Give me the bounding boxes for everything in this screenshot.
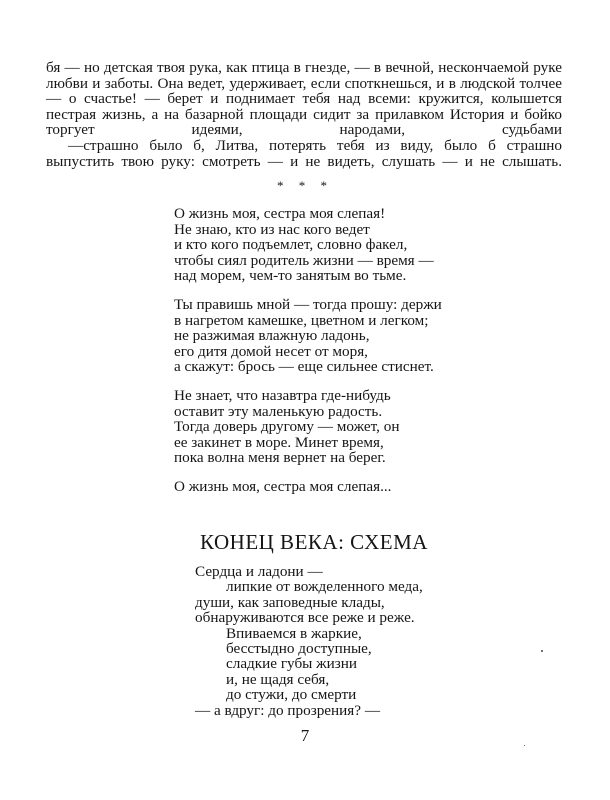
stanza [174, 388, 442, 466]
poem-2 [195, 564, 423, 718]
stanza [174, 297, 442, 375]
poem-line: О жизнь моя, сестра моя слепая... [174, 477, 392, 495]
poem-line: липкие от вожделенного меда, [226, 578, 423, 596]
poem-line: до стужи, до смерти [226, 686, 357, 704]
poem-line: души, как заповедные клады, [195, 593, 385, 611]
poem-1 [174, 206, 442, 508]
poem-line: и, не щадя себя, [226, 670, 330, 688]
poem-title: КОНЕЦ ВЕКА: СХЕМА [200, 530, 428, 554]
prose-paragraph: —страшно было б, Литва, потерять тебя из виду, было б страшно выпустить твою руку: смотреть — и не видеть, слушать — и не слышать. [46, 136, 562, 170]
poem-line: Не знаю, кто из нас кого ведет [174, 220, 370, 238]
poem-line: бесстыдно доступные, [226, 640, 372, 658]
poem-line: — а вдруг: до прозрения? — [195, 701, 381, 719]
stanza [174, 479, 442, 495]
poem-line: Ты правишь мной — тогда прошу: держи [174, 295, 442, 313]
poem-line: чтобы сиял родитель жизни — время — [174, 251, 434, 269]
poem-line: Тогда доверь другому — может, он [174, 418, 400, 436]
poem-line: О жизнь моя, сестра моя слепая! [174, 205, 386, 222]
prose-text [46, 60, 562, 169]
poem-line: Впиваемся в жаркие, [226, 624, 362, 642]
poem-line: в нагретом камешке, цветном и легком; [174, 311, 429, 329]
poem-line: ее закинет в море. Минет время, [174, 433, 384, 451]
scan-speck [541, 650, 543, 652]
page-number: 7 [300, 726, 310, 745]
prose-paragraph: бя — но детская твоя рука, как птица в гнезде, — в вечной, нескончаемой руке любви и заботы. Она ведет, удерживает, если споткнешься, и в людской толчее — о счастье! — берет и поднимает тебя над всеми: кружится, колышется пестрая жизнь, а на базарной площади сидит за прилавком История и бойко торгует идеями, народами, судьбами [46, 59, 562, 139]
poem-line: пока волна меня вернет на берег. [174, 449, 386, 467]
poem-line: над морем, чем-то занятым во тьме. [174, 267, 407, 285]
poem-line: Сердца и ладони — [195, 563, 323, 580]
poem-line: и кто кого подъемлет, словно факел, [174, 236, 408, 254]
poem-line: а скажут: брось — еще сильнее стиснет. [174, 358, 434, 376]
scan-speck [524, 745, 525, 746]
poem-line: обнаруживаются все реже и реже. [195, 609, 415, 627]
poem-line: оставит эту маленькую радость. [174, 402, 383, 420]
poem-line: его дитя домой несет от моря, [174, 342, 368, 360]
poem-line: сладкие губы жизни [226, 655, 358, 673]
section-separator: * * * [277, 178, 333, 193]
poem-line: не разжимая влажную ладонь, [174, 327, 370, 345]
poem-line: Не знает, что назавтра где-нибудь [174, 386, 391, 404]
stanza [174, 206, 442, 284]
